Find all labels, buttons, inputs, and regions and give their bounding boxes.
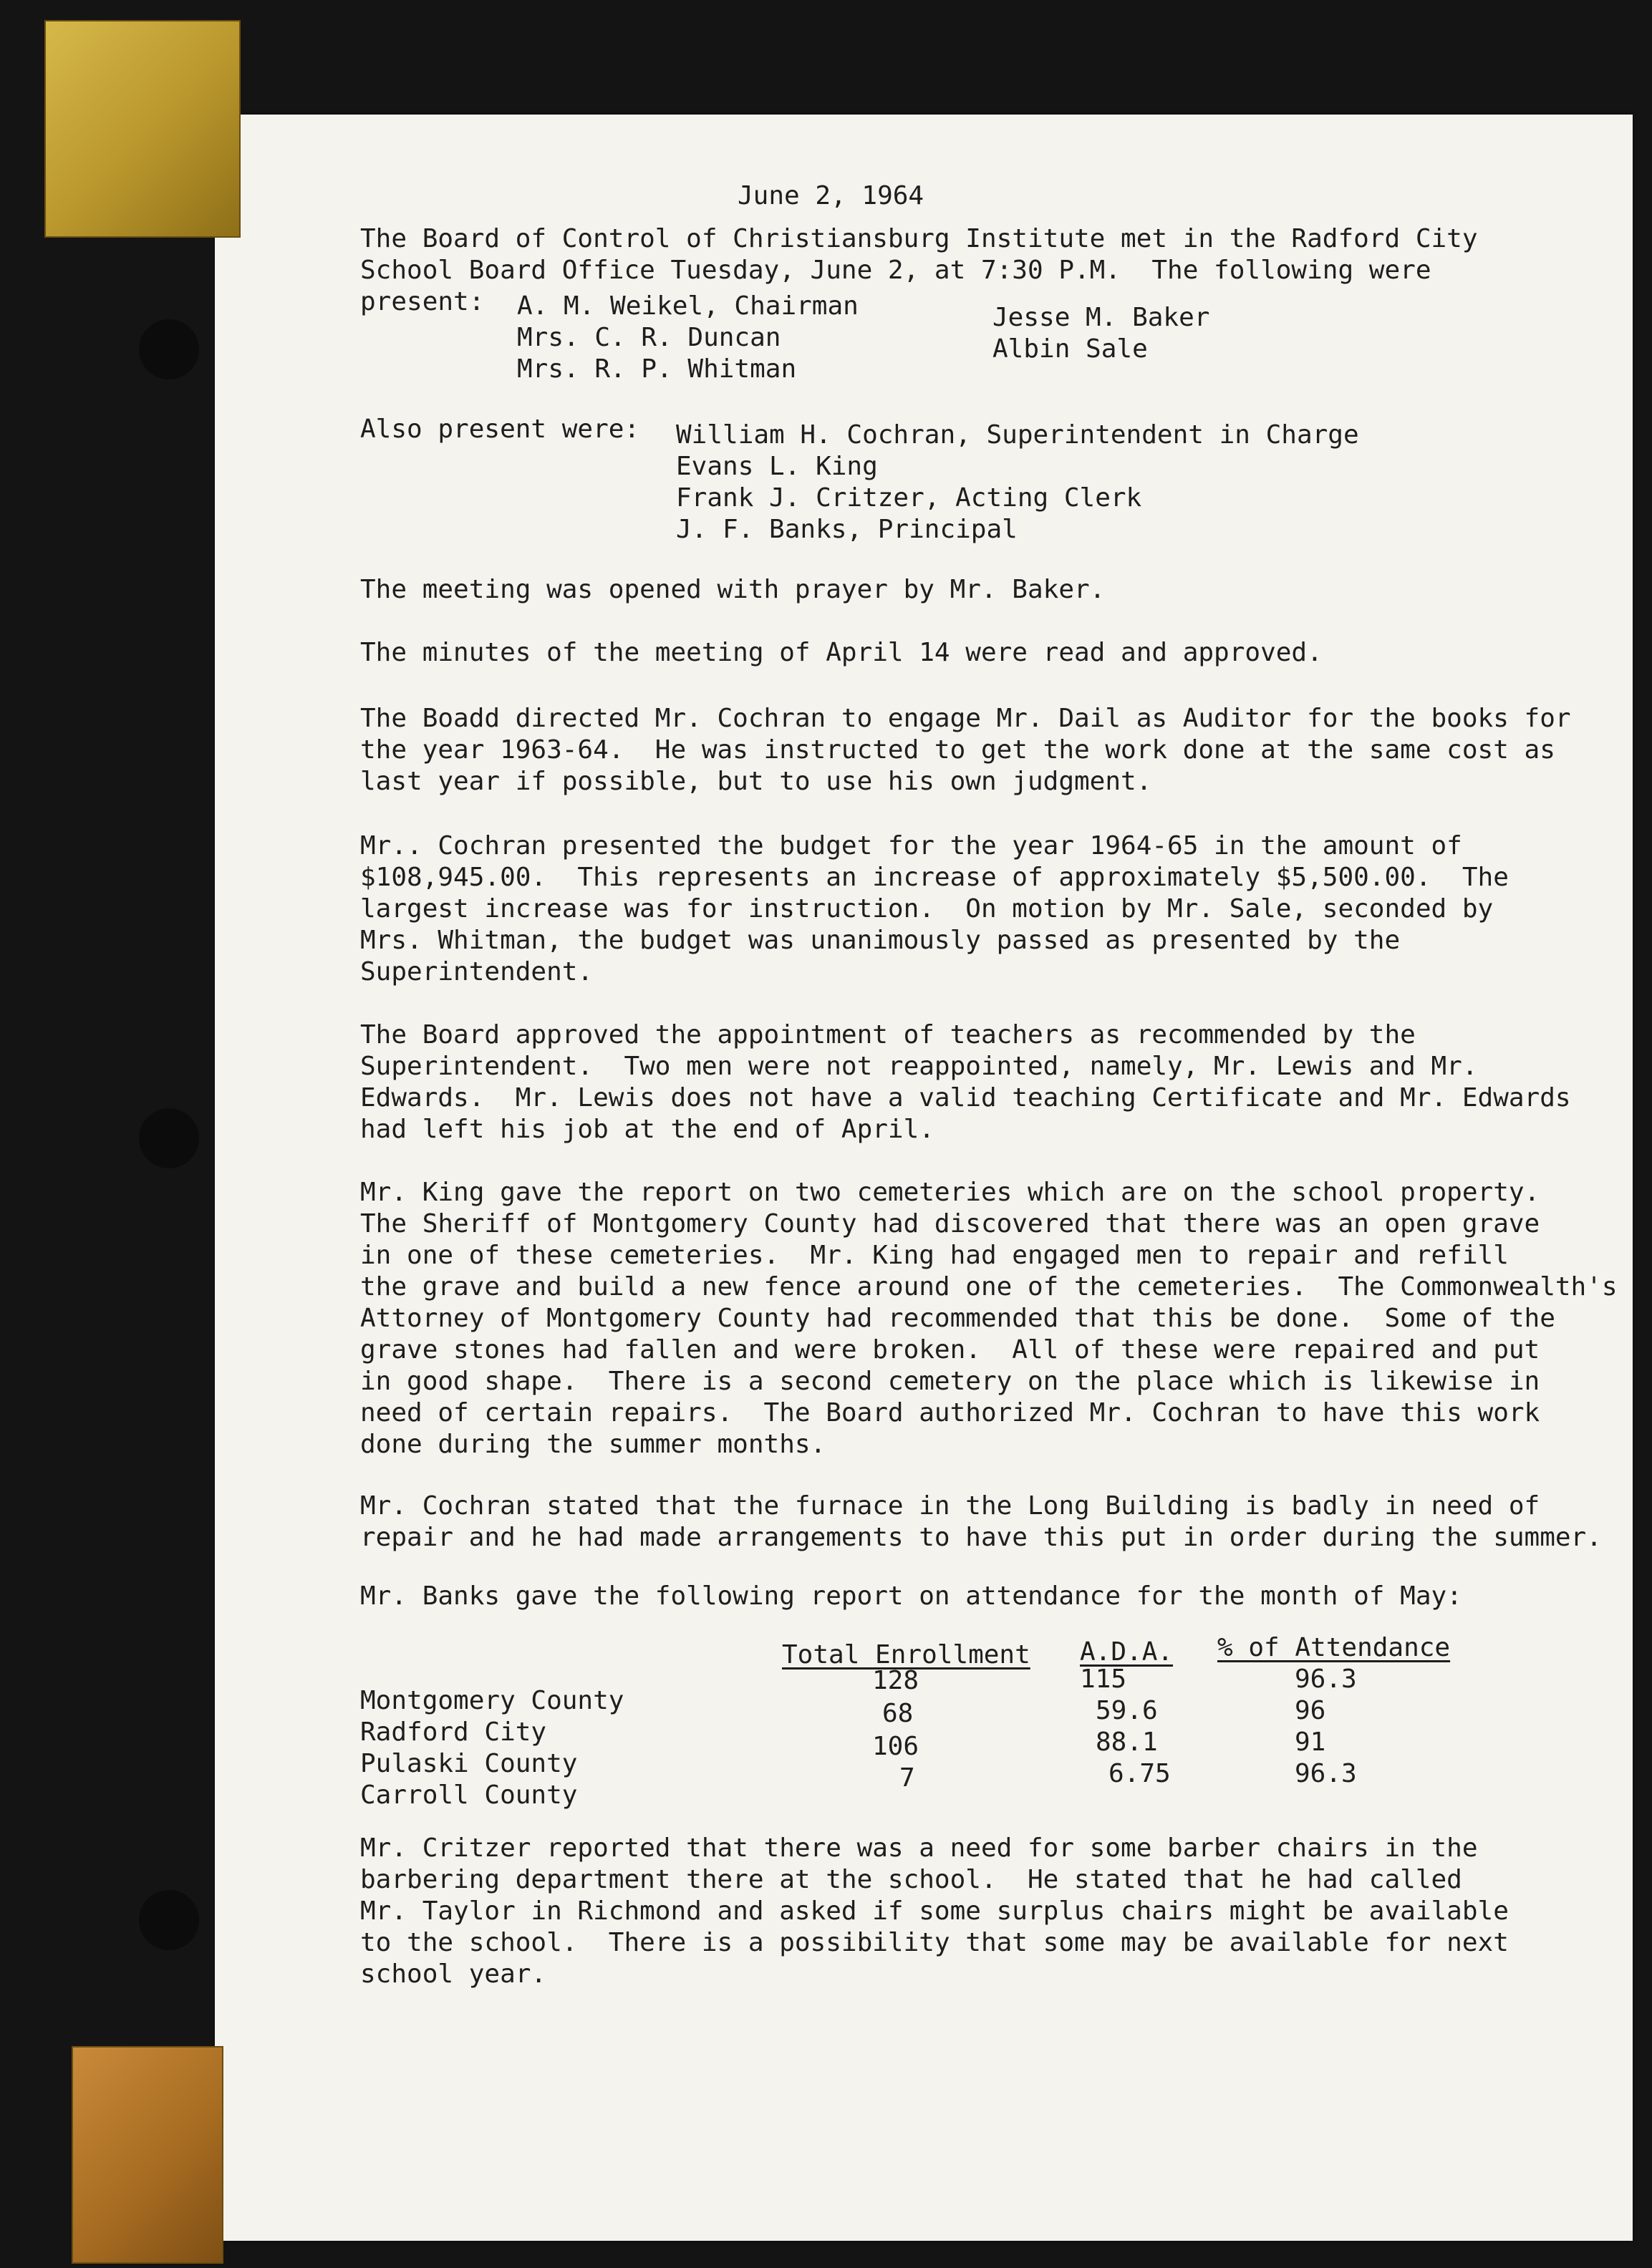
binder-hole-middle <box>139 1108 199 1168</box>
text-line: last year if possible, but to use his own judgment. <box>360 767 1152 796</box>
table-header-attendance: % of Attendance <box>1217 1633 1451 1662</box>
text-line: Mr. King gave the report on two cemeteries which are on the school property. <box>360 1178 1540 1207</box>
text-line: the grave and build a new fence around one of the cemeteries. The Commonwealth's <box>360 1272 1618 1302</box>
text-line: had left his job at the end of April. <box>360 1115 934 1144</box>
table-row-county: Montgomery County <box>360 1686 624 1715</box>
text-line: repair and he had made arrangements to have this put in order during the summer. <box>360 1523 1602 1552</box>
table-row-county: Carroll County <box>360 1780 578 1810</box>
ada-value: 6.75 <box>1108 1759 1171 1788</box>
enrollment-value: 128 <box>872 1666 919 1695</box>
member-name: Mrs. R. P. Whitman <box>517 354 797 384</box>
attendance-value: 96.3 <box>1295 1664 1357 1694</box>
text-line: largest increase was for instruction. On motion by Mr. Sale, seconded by <box>360 894 1494 924</box>
text-line: the year 1963-64. He was instructed to get the work done at the same cost as <box>360 735 1555 765</box>
text-line: done during the summer months. <box>360 1430 826 1459</box>
text-line: Mr. Taylor in Richmond and asked if some surplus chairs might be available <box>360 1896 1509 1926</box>
ada-value: 115 <box>1080 1664 1127 1694</box>
attendee-name: Frank J. Critzer, Acting Clerk <box>676 483 1142 513</box>
text-line: present: <box>360 287 485 316</box>
text-line: in good shape. There is a second cemetery on the place which is likewise in <box>360 1367 1540 1396</box>
enrollment-value: 68 <box>882 1699 914 1728</box>
text-line: school year. <box>360 1959 547 1989</box>
text-line: Superintendent. <box>360 957 594 987</box>
attendance-value: 96.3 <box>1295 1759 1357 1788</box>
member-name: Mrs. C. R. Duncan <box>517 323 781 352</box>
paragraph-minutes: The minutes of the meeting of April 14 were read and approved. <box>360 638 1323 667</box>
binder-hole-bottom <box>139 1890 199 1950</box>
text-line: The Board of Control of Christiansburg Institute met in the Radford City <box>360 224 1478 253</box>
also-present-label: Also present were: <box>360 415 640 444</box>
text-line: in one of these cemeteries. Mr. King had engaged men to repair and refill <box>360 1241 1509 1270</box>
attendance-value: 91 <box>1295 1727 1326 1757</box>
table-header-enrollment: Total Enrollment <box>782 1640 1030 1670</box>
text-line: barbering department there at the school. He stated that he had called <box>360 1865 1462 1894</box>
text-line: to the school. There is a possibility that some may be available for next <box>360 1928 1509 1957</box>
text-line: Mr. Critzer reported that there was a need for some barber chairs in the <box>360 1833 1478 1863</box>
member-name: Albin Sale <box>992 334 1148 364</box>
enrollment-value: 7 <box>899 1763 915 1793</box>
text-line: The Boadd directed Mr. Cochran to engage Mr. Dail as Auditor for the books for <box>360 704 1571 733</box>
paragraph-attendance-intro: Mr. Banks gave the following report on attendance for the month of May: <box>360 1581 1462 1611</box>
table-header-ada: A.D.A. <box>1080 1637 1174 1667</box>
text-line: Mr. Cochran stated that the furnace in the Long Building is badly in need of <box>360 1491 1540 1521</box>
paragraph-prayer: The meeting was opened with prayer by Mr. Baker. <box>360 575 1106 604</box>
brass-clip-top <box>44 20 241 238</box>
member-name: Jesse M. Baker <box>992 303 1210 332</box>
ada-value: 59.6 <box>1096 1696 1158 1725</box>
text-line: The Sheriff of Montgomery County had discovered that there was an open grave <box>360 1209 1540 1239</box>
enrollment-value: 106 <box>872 1732 919 1761</box>
text-line: School Board Office Tuesday, June 2, at 7:30 P.M. The following were <box>360 256 1431 285</box>
attendance-value: 96 <box>1295 1696 1326 1725</box>
text-line: $108,945.00. This represents an increase of approximately $5,500.00. The <box>360 863 1509 892</box>
text-line: Superintendent. Two men were not reappointed, namely, Mr. Lewis and Mr. <box>360 1052 1478 1081</box>
attendee-name: J. F. Banks, Principal <box>676 515 1018 544</box>
ada-value: 88.1 <box>1096 1727 1158 1757</box>
text-line: Mr.. Cochran presented the budget for the year 1964-65 in the amount of <box>360 831 1462 861</box>
document-date: June 2, 1964 <box>738 181 924 210</box>
text-line: Mrs. Whitman, the budget was unanimously passed as presented by the <box>360 926 1401 955</box>
brass-clip-bottom <box>72 2046 223 2264</box>
attendee-name: Evans L. King <box>676 452 878 481</box>
attendee-name: William H. Cochran, Superintendent in Charge <box>676 420 1359 450</box>
member-name: A. M. Weikel, Chairman <box>517 291 859 321</box>
text-line: grave stones had fallen and were broken. All of these were repaired and put <box>360 1335 1540 1365</box>
table-row-county: Radford City <box>360 1717 547 1747</box>
text-line: Attorney of Montgomery County had recommended that this be done. Some of the <box>360 1304 1555 1333</box>
binder-hole-top <box>139 319 199 379</box>
text-line: The Board approved the appointment of teachers as recommended by the <box>360 1020 1416 1050</box>
table-row-county: Pulaski County <box>360 1749 578 1778</box>
text-line: need of certain repairs. The Board authorized Mr. Cochran to have this work <box>360 1398 1540 1428</box>
text-line: Edwards. Mr. Lewis does not have a valid teaching Certificate and Mr. Edwards <box>360 1083 1571 1113</box>
